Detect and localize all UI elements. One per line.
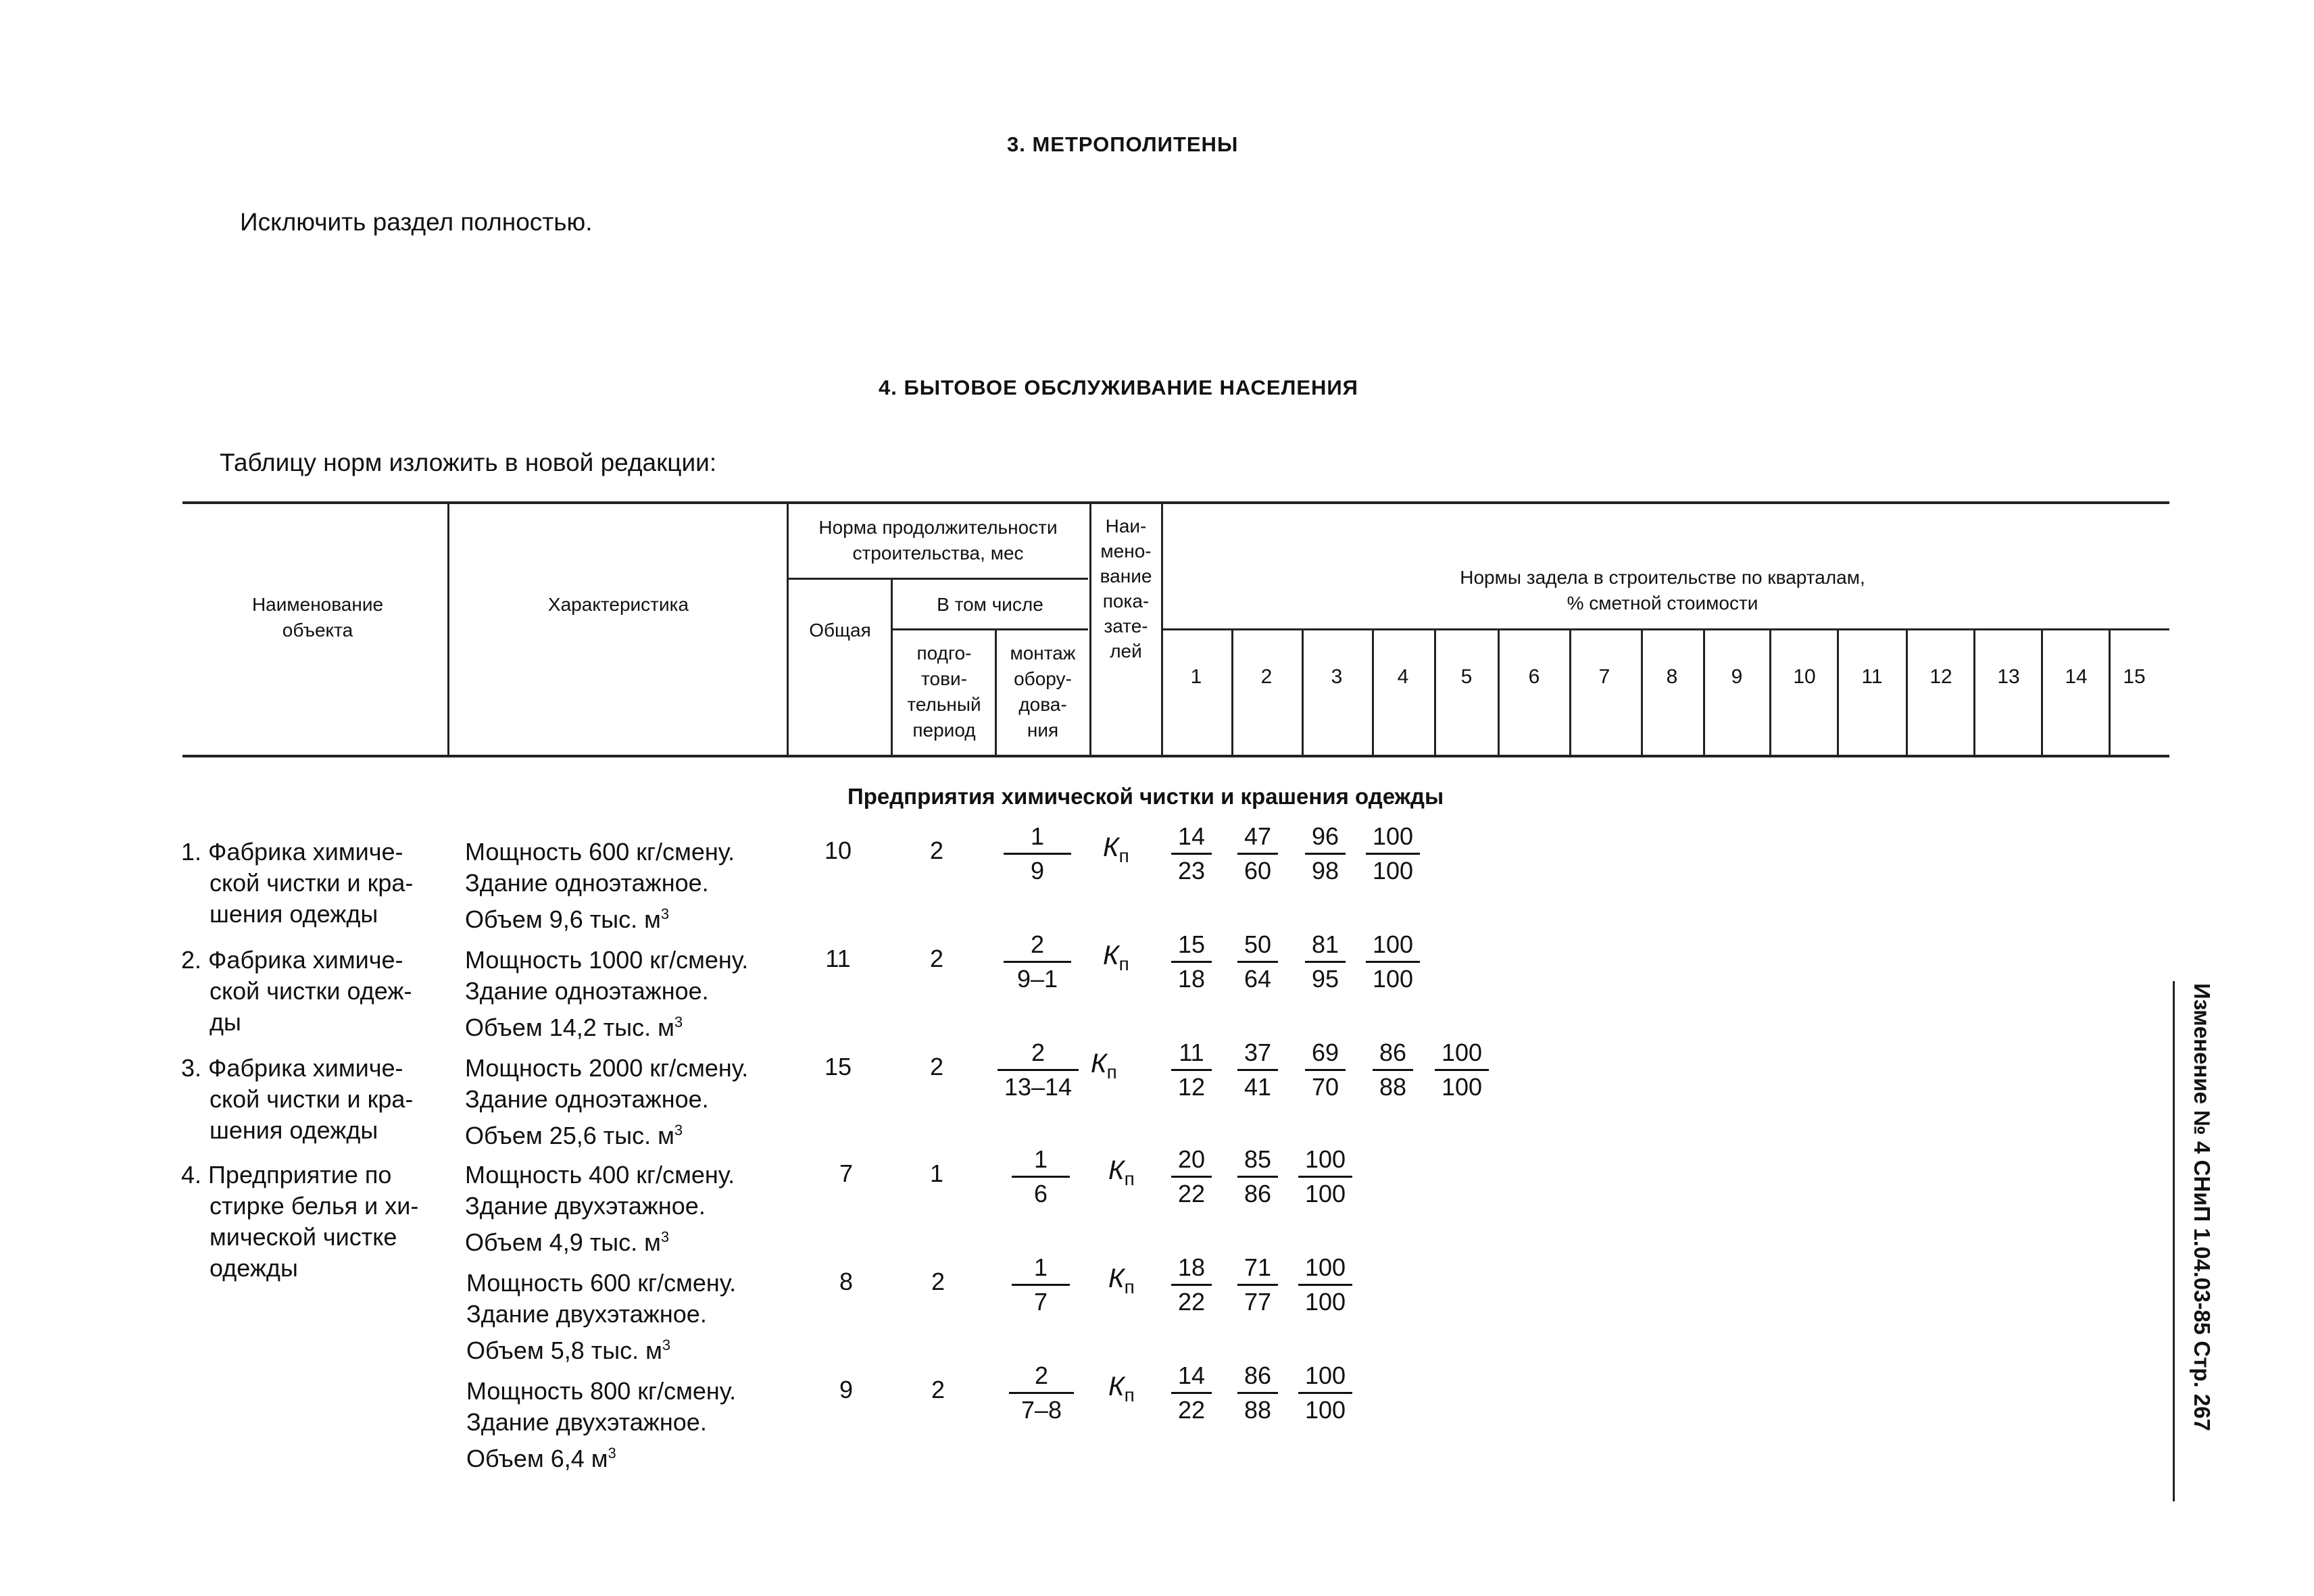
row-name-2: стирке белья и хи- bbox=[210, 1192, 419, 1220]
row-q1-den: 12 bbox=[1177, 1073, 1206, 1101]
row-q1-den: 22 bbox=[1177, 1396, 1206, 1424]
row-q1-den: 18 bbox=[1177, 965, 1206, 993]
row-indicator: К bbox=[1103, 832, 1119, 862]
row-q4-num: 100 bbox=[1372, 822, 1414, 850]
row-name-2: ской чистки и кра- bbox=[210, 869, 414, 897]
row-total: 10 bbox=[824, 837, 852, 864]
row-q2-den: 60 bbox=[1244, 857, 1272, 884]
row-q1-num: 15 bbox=[1177, 930, 1206, 958]
sidebar-text: Изменение № 4 СНиП 1.04.03-85 Стр. 267 bbox=[2190, 983, 2215, 1431]
row-characteristic-2: Здание одноэтажное. bbox=[465, 869, 709, 897]
header-indicator-1: Наи- bbox=[1105, 516, 1147, 537]
row-number: 2. bbox=[181, 946, 202, 974]
row-characteristic-2: Здание одноэтажное. bbox=[465, 1085, 709, 1113]
header-prep-2: тови- bbox=[921, 668, 967, 689]
quarter-11: 11 bbox=[1861, 666, 1883, 688]
row-characteristic: Мощность 600 кг/смену. bbox=[465, 838, 735, 866]
row-total: 9 bbox=[839, 1376, 854, 1403]
row-q2-den: 86 bbox=[1244, 1180, 1272, 1207]
quarter-12: 12 bbox=[1929, 666, 1952, 688]
row-indicator: К bbox=[1108, 1372, 1125, 1401]
section4-intro: Таблицу норм изложить в новой редакции: bbox=[220, 449, 717, 476]
row-indicator: К bbox=[1108, 1155, 1125, 1185]
row-q2-den: 41 bbox=[1244, 1073, 1272, 1101]
row-q2-den: 64 bbox=[1244, 965, 1272, 993]
header-object-name-2: объекта bbox=[282, 620, 353, 641]
row-q1-num: 18 bbox=[1177, 1253, 1206, 1281]
row-q3-num: 100 bbox=[1304, 1145, 1346, 1173]
header-indicator-4: пока- bbox=[1102, 591, 1150, 612]
quarter-9: 9 bbox=[1731, 666, 1743, 688]
header-object-name: Наименование bbox=[251, 594, 384, 615]
sidebar-document-ref bbox=[2173, 983, 2227, 1497]
quarter-6: 6 bbox=[1528, 666, 1540, 688]
row-name-3: мической чистке bbox=[210, 1223, 397, 1251]
quarter-7: 7 bbox=[1598, 666, 1610, 688]
row-mount-den: 9 bbox=[1030, 857, 1045, 884]
row-q1-num: 11 bbox=[1179, 1039, 1204, 1066]
section3-text: Исключить раздел полностью. bbox=[240, 208, 593, 236]
quarter-2: 2 bbox=[1260, 666, 1273, 688]
row-characteristic-2: Здание двухэтажное. bbox=[466, 1408, 707, 1436]
row-mount-den: 13–14 bbox=[1004, 1073, 1073, 1101]
row-mount-den: 6 bbox=[1033, 1180, 1048, 1207]
row-mount-den: 7 bbox=[1033, 1288, 1048, 1316]
row-name: Предприятие по bbox=[208, 1161, 392, 1189]
quarter-14: 14 bbox=[2065, 666, 2088, 688]
quarter-15: 15 bbox=[2123, 666, 2146, 688]
header-duration: Норма продолжительности bbox=[818, 517, 1058, 538]
row-q3-num: 96 bbox=[1311, 822, 1339, 850]
row-q4-den: 100 bbox=[1372, 965, 1414, 993]
row-q3-num: 69 bbox=[1311, 1039, 1339, 1066]
header-including: В том числе bbox=[937, 594, 1043, 615]
row-indicator-sub: п bbox=[1124, 1385, 1135, 1405]
row-indicator: К bbox=[1103, 941, 1119, 970]
header-indicator-5: зате- bbox=[1104, 616, 1148, 637]
row-name: Фабрика химиче- bbox=[208, 838, 403, 866]
header-indicator-3: вание bbox=[1100, 566, 1152, 587]
header-mount-1: монтаж bbox=[1010, 643, 1076, 664]
row-characteristic-3: Объем 4,9 тыс. м bbox=[465, 1228, 661, 1256]
row-sup: 3 bbox=[660, 1228, 670, 1245]
row-characteristic-2: Здание одноэтажное. bbox=[465, 977, 709, 1005]
row-q1-num: 20 bbox=[1177, 1145, 1206, 1173]
row-sup: 3 bbox=[674, 1122, 683, 1139]
row-q3-den: 100 bbox=[1304, 1180, 1346, 1207]
row-indicator-sub: п bbox=[1124, 1276, 1135, 1297]
header-mount-2: обору- bbox=[1014, 668, 1072, 689]
header-backlog: Нормы задела в строительстве по кварталам, bbox=[1460, 567, 1865, 588]
row-q3-den: 98 bbox=[1311, 857, 1339, 884]
row-characteristic: Мощность 400 кг/смену. bbox=[465, 1161, 735, 1189]
row-characteristic-3: Объем 5,8 тыс. м bbox=[466, 1337, 662, 1364]
row-prep: 2 bbox=[931, 1268, 945, 1295]
quarter-1: 1 bbox=[1190, 666, 1202, 688]
row-total: 11 bbox=[825, 945, 851, 972]
row-indicator-sub: п bbox=[1106, 1062, 1117, 1082]
row-q3-den: 100 bbox=[1304, 1396, 1346, 1424]
header-mount-4: ния bbox=[1027, 720, 1059, 741]
row-total: 8 bbox=[839, 1268, 854, 1295]
row-characteristic-2: Здание двухэтажное. bbox=[465, 1192, 706, 1220]
quarter-5: 5 bbox=[1460, 666, 1473, 688]
row-number: 1. bbox=[181, 838, 202, 866]
row-q1-den: 22 bbox=[1177, 1288, 1206, 1316]
row-q2-num: 47 bbox=[1244, 822, 1272, 850]
row-q1-den: 23 bbox=[1177, 857, 1206, 884]
row-name-3: ды bbox=[210, 1008, 241, 1036]
row-mount-den: 7–8 bbox=[1020, 1396, 1062, 1424]
row-characteristic-2: Здание двухэтажное. bbox=[466, 1300, 707, 1328]
section3-title: 3. МЕТРОПОЛИТЕНЫ bbox=[1007, 132, 1239, 156]
row-q2-den: 77 bbox=[1244, 1288, 1272, 1316]
row-q2-num: 37 bbox=[1244, 1039, 1272, 1066]
row-prep: 2 bbox=[929, 945, 944, 972]
header-characteristic: Характеристика bbox=[547, 594, 689, 615]
header-total: Общая bbox=[809, 620, 871, 641]
row-prep: 2 bbox=[931, 1376, 945, 1403]
row-sup: 3 bbox=[660, 905, 670, 922]
row-name-2: ской чистки и кра- bbox=[210, 1085, 414, 1113]
row-number: 3. bbox=[181, 1054, 202, 1082]
row-mount-num: 2 bbox=[1030, 930, 1045, 958]
row-indicator: К bbox=[1108, 1264, 1125, 1293]
header-backlog-2: % сметной стоимости bbox=[1567, 593, 1758, 614]
quarter-10: 10 bbox=[1793, 666, 1816, 688]
row-q4-num: 86 bbox=[1379, 1039, 1407, 1066]
row-mount-num: 1 bbox=[1033, 1253, 1048, 1281]
row-prep: 1 bbox=[929, 1159, 944, 1187]
quarter-3: 3 bbox=[1331, 666, 1343, 688]
row-sup: 3 bbox=[662, 1337, 671, 1353]
row-name-2: ской чистки одеж- bbox=[210, 977, 412, 1005]
row-q4-den: 88 bbox=[1379, 1073, 1407, 1101]
row-total: 7 bbox=[839, 1159, 854, 1187]
row-characteristic: Мощность 800 кг/смену. bbox=[466, 1377, 737, 1405]
row-characteristic: Мощность 1000 кг/смену. bbox=[465, 946, 749, 974]
row-q3-den: 100 bbox=[1304, 1288, 1346, 1316]
header-indicator-2: мено- bbox=[1100, 541, 1152, 562]
row-mount-num: 1 bbox=[1030, 822, 1045, 850]
row-characteristic: Мощность 600 кг/смену. bbox=[466, 1269, 737, 1297]
header-indicator-6: лей bbox=[1110, 641, 1142, 662]
section4-title: 4. БЫТОВОЕ ОБСЛУЖИВАНИЕ НАСЕЛЕНИЯ bbox=[879, 376, 1358, 399]
quarter-4: 4 bbox=[1397, 666, 1409, 688]
row-q4-den: 100 bbox=[1372, 857, 1414, 884]
row-q2-num: 85 bbox=[1244, 1145, 1272, 1173]
quarter-8: 8 bbox=[1666, 666, 1678, 688]
group-title: Предприятия химической чистки и крашения одежды bbox=[847, 784, 1444, 809]
row-characteristic-3: Объем 14,2 тыс. м bbox=[465, 1014, 674, 1041]
row-q4-num: 100 bbox=[1372, 930, 1414, 958]
row-indicator-sub: п bbox=[1118, 845, 1129, 866]
row-characteristic: Мощность 2000 кг/смену. bbox=[465, 1054, 749, 1082]
row-characteristic-3: Объем 6,4 м bbox=[466, 1445, 608, 1472]
row-mount-num: 2 bbox=[1031, 1039, 1045, 1066]
row-q3-num: 100 bbox=[1304, 1362, 1346, 1389]
row-indicator-sub: п bbox=[1124, 1168, 1135, 1189]
row-indicator: К bbox=[1091, 1049, 1107, 1078]
row-q3-num: 81 bbox=[1311, 930, 1339, 958]
header-prep-4: период bbox=[912, 720, 976, 741]
row-total: 15 bbox=[824, 1053, 852, 1080]
row-q2-den: 88 bbox=[1244, 1396, 1272, 1424]
row-q1-den: 22 bbox=[1177, 1180, 1206, 1207]
row-q3-num: 100 bbox=[1304, 1253, 1346, 1281]
row-number: 4. bbox=[181, 1161, 202, 1189]
header-mount-3: дова- bbox=[1018, 694, 1067, 715]
header-prep-3: тельный bbox=[907, 694, 981, 715]
row-prep: 2 bbox=[929, 1053, 944, 1080]
row-q1-num: 14 bbox=[1177, 822, 1206, 850]
row-q3-den: 95 bbox=[1311, 965, 1339, 993]
row-indicator-sub: п bbox=[1118, 953, 1129, 974]
row-name-3: шения одежды bbox=[210, 900, 378, 928]
row-name: Фабрика химиче- bbox=[208, 946, 403, 974]
row-characteristic-3: Объем 25,6 тыс. м bbox=[465, 1122, 674, 1149]
row-q5-num: 100 bbox=[1441, 1039, 1483, 1066]
row-sup: 3 bbox=[608, 1445, 616, 1462]
row-q2-num: 71 bbox=[1244, 1253, 1272, 1281]
row-q1-num: 14 bbox=[1177, 1362, 1206, 1389]
row-mount-den: 9–1 bbox=[1016, 965, 1058, 993]
row-q2-num: 86 bbox=[1244, 1362, 1272, 1389]
header-prep-1: подго- bbox=[916, 643, 972, 664]
row-prep: 2 bbox=[929, 837, 944, 864]
row-mount-num: 1 bbox=[1033, 1145, 1048, 1173]
row-sup: 3 bbox=[674, 1014, 683, 1030]
row-name-3: шения одежды bbox=[210, 1116, 378, 1144]
row-name-4: одежды bbox=[210, 1254, 298, 1282]
row-q2-num: 50 bbox=[1244, 930, 1272, 958]
row-q3-den: 70 bbox=[1311, 1073, 1339, 1101]
row-q5-den: 100 bbox=[1441, 1073, 1483, 1101]
quarter-13: 13 bbox=[1997, 666, 2020, 688]
row-mount-num: 2 bbox=[1034, 1362, 1049, 1389]
row-name: Фабрика химиче- bbox=[208, 1054, 403, 1082]
row-characteristic-3: Объем 9,6 тыс. м bbox=[465, 905, 661, 933]
header-duration-2: строительства, мес bbox=[852, 543, 1024, 564]
